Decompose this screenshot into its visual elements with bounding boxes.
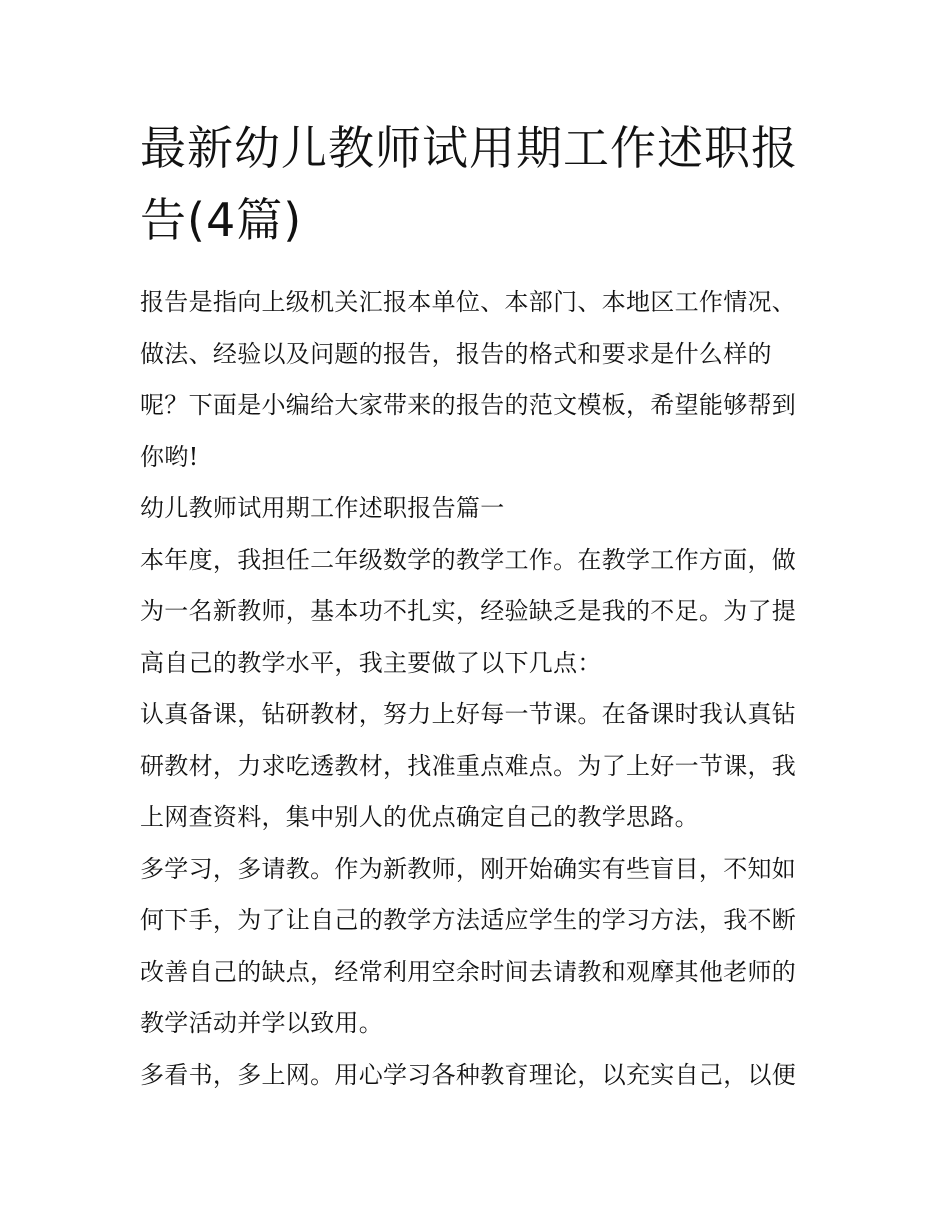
document-title: 最新幼儿教师试用期工作述职报告(4篇) [140, 121, 798, 247]
body-paragraph: 本年度，我担任二年级数学的教学工作。在教学工作方面，做为一名新教师，基本功不扎实，经验缺乏是我的不足。为了提高自己的教学水平，我主要做了以下几点： [140, 545, 797, 677]
body-paragraph: 认真备课，钻研教材，努力上好每一节课。在备课时我认真钻研教材，力求吃透教材，找准重点难点。为了上好一节课，我上网查资料，集中别人的优点确定自己的教学思路。 [140, 700, 797, 831]
document-body [140, 277, 820, 1101]
body-paragraph: 多学习，多请教。作为新教师，刚开始确实有些盲目，不知如何下手，为了让自己的教学方法适应学生的学习方法，我不断改善自己的缺点，经常利用空余时间去请教和观摩其他老师的教学活动并学以致用。 [140, 854, 797, 1037]
body-paragraph: 多看书，多上网。用心学习各种教育理论，以充实自己，以便 [140, 1060, 797, 1089]
section-heading: 幼儿教师试用期工作述职报告篇一 [140, 494, 505, 522]
intro-paragraph: 报告是指向上级机关汇报本单位、本部门、本地区工作情况、做法、经验以及问题的报告，报告的格式和要求是什么样的呢？下面是小编给大家带来的报告的范文模板，希望能够帮到你哟! [140, 288, 797, 471]
